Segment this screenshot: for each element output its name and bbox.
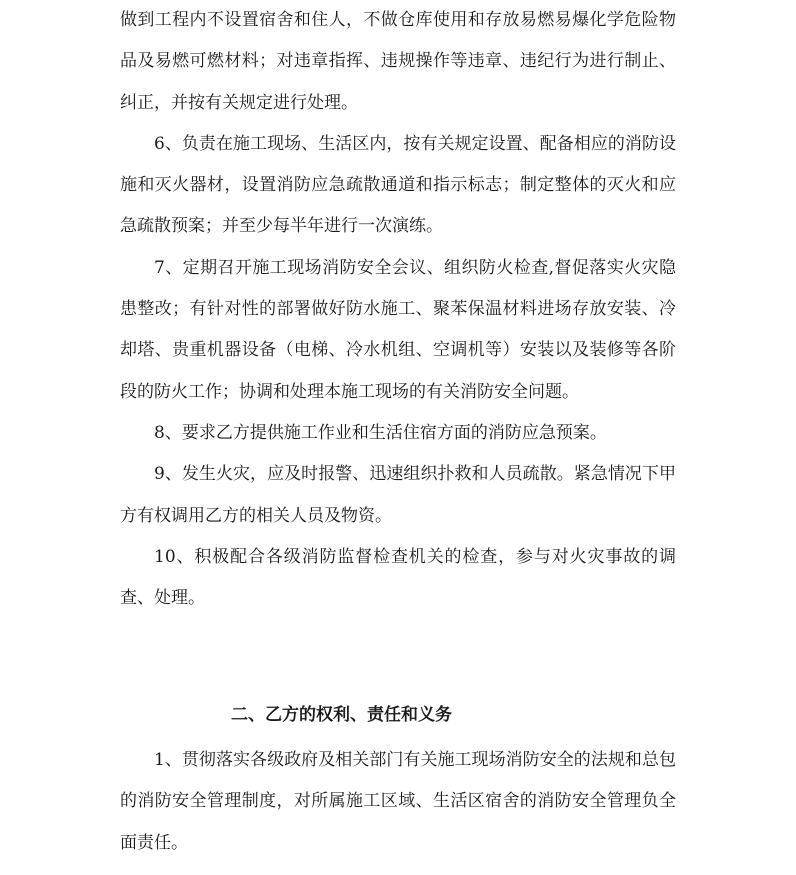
section-heading: 二、乙方的权利、责任和义务 <box>231 705 452 725</box>
paragraph-item-9: 9、发生火灾，应及时报警、迅速组织扑救和人员疏散。紧急情况下甲方有权调用乙方的相关人员及物资。 <box>120 464 676 526</box>
document-body-top <box>120 0 676 619</box>
paragraph-item-1: 1、贯彻落实各级政府及相关部门有关施工现场消防安全的法规和总包的消防安全管理制度，对所属施工区域、生活区宿舍的消防安全管理负全面责任。 <box>120 750 676 853</box>
paragraph-item-8: 8、要求乙方提供施工作业和生活住宿方面的消防应急预案。 <box>154 422 607 443</box>
paragraph-item-6: 6、负责在施工现场、生活区内，按有关规定设置、配备相应的消防设施和灭火器材，设置消防应急疏散通道和指示标志；制定整体的灭火和应急疏散预案；并至少每半年进行一次演练。 <box>120 133 676 237</box>
document-body-bottom <box>120 740 676 864</box>
paragraph-continuation: 做到工程内不设置宿舍和住人，不做仓库使用和存放易燃易爆化学危险物品及易燃可燃材料；对违章指挥、违规操作等违章、违纪行为进行制止、纠正，并按有关规定进行处理。 <box>120 10 676 113</box>
paragraph-item-10: 10、积极配合各级消防监督检查机关的检查，参与对火灾事故的调查、处理。 <box>120 546 676 609</box>
paragraph-item-7: 7、定期召开施工现场消防安全会议、组织防火检查,督促落实火灾隐患整改；有针对性的部署做好防水施工、聚苯保温材料进场存放安装、冷却塔、贵重机器设备（电梯、冷水机组、空调机等）安装以及装修等各阶段的防火工作；协调和处理本施工现场的有关消防安全问题。 <box>120 257 676 402</box>
